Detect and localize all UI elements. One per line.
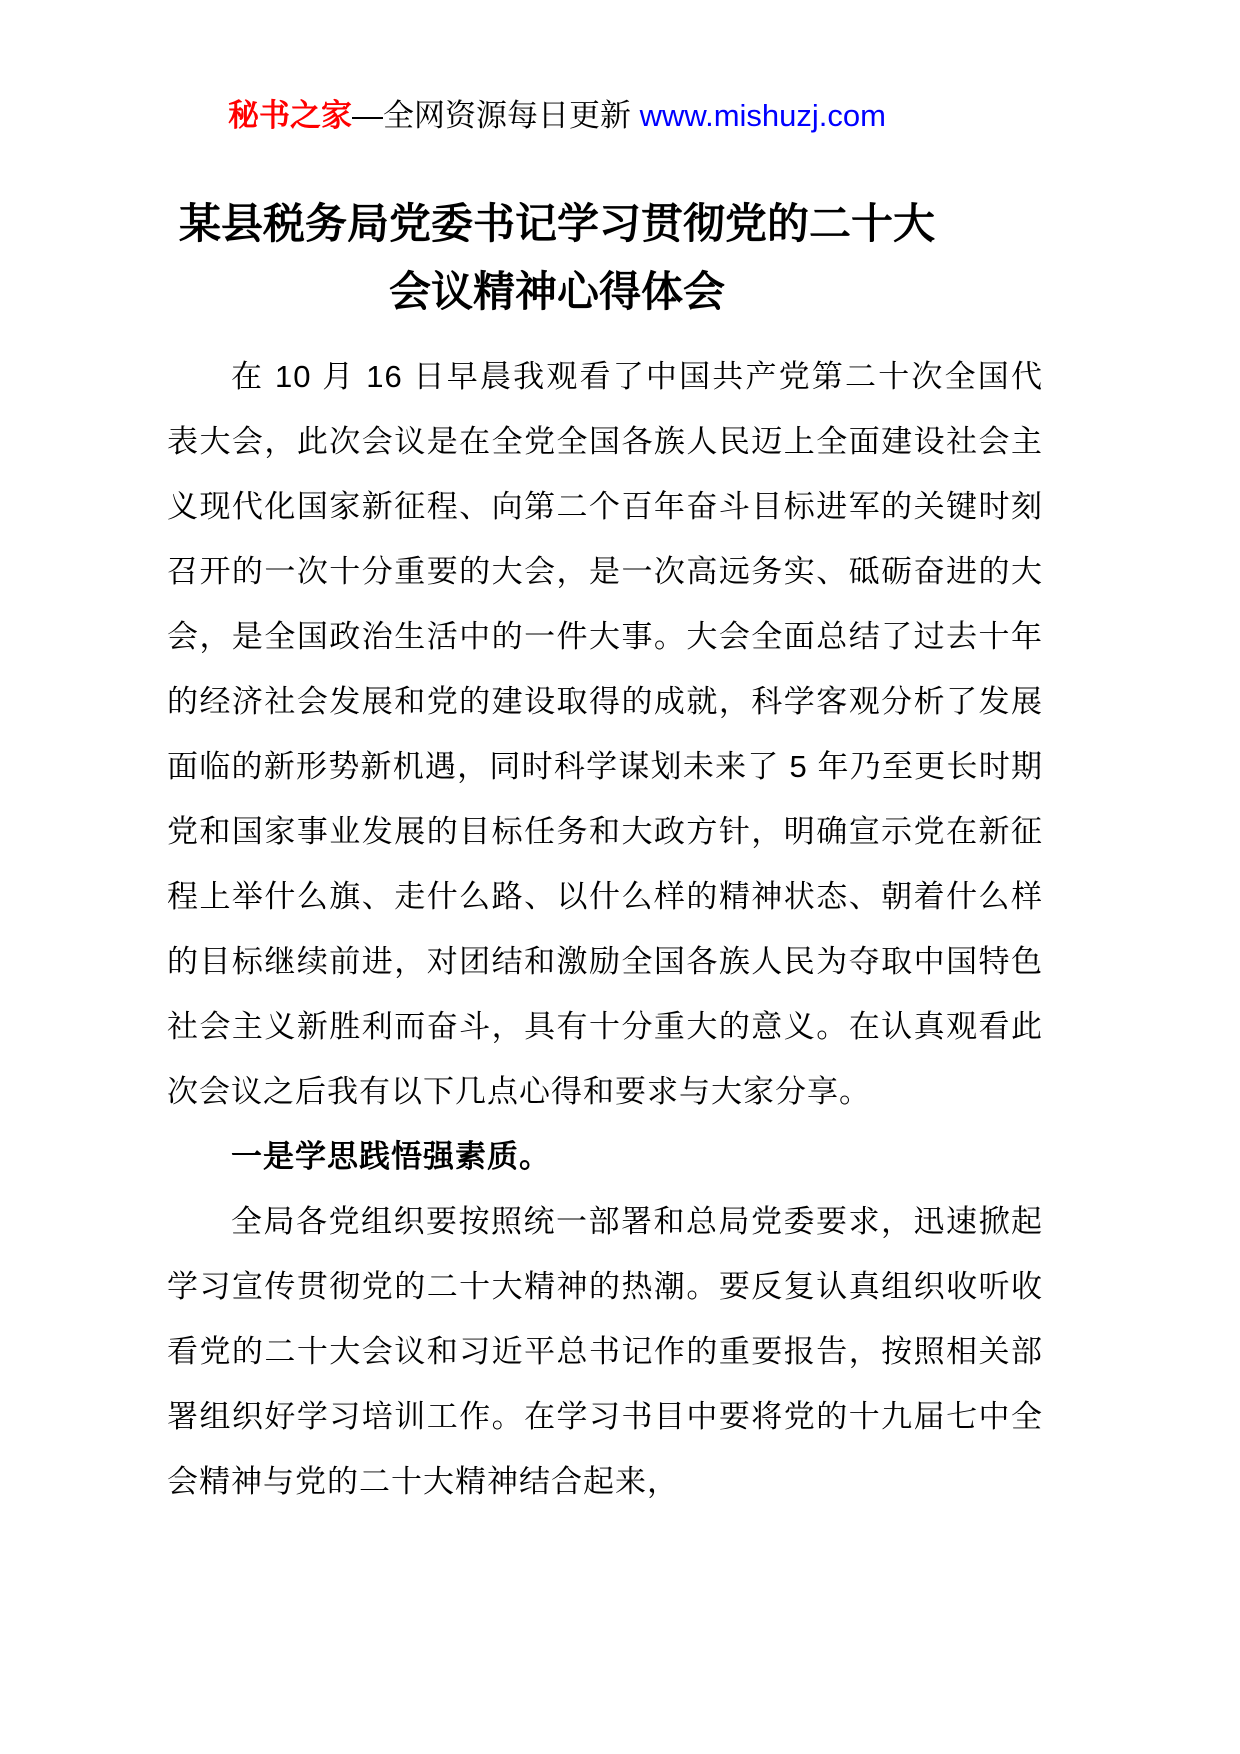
document-title-line1: 某县税务局党委书记学习贯彻党的二十大 [178, 200, 935, 247]
site-tagline: —全网资源每日更新 [352, 98, 640, 133]
site-url-link[interactable]: www.mishuzj.com [639, 98, 886, 133]
paragraph-intro: 在 10 月 16 日早晨我观看了中国共产党第二十次全国代表大会，此次会议是在全党全国各族人民迈上全面建设社会主义现代化国家新征程、向第二个百年奋斗目标进军的关键时刻召开的一次十分重要的大会，是一次高远务实、砥砺奋进的大会，是全国政治生活中的一件大事。大会全面总结了过去十年的经济社会发展和党的建设取得的成就，科学客观分析了发展面临的新形势新机遇，同时科学谋划未来了 5 年乃至更长时期党和国家事业发展的目标任务和大政方针，明确宣示党在新征程上举什么旗、走什么路、以什么样的精神状态、朝着什么样的目标继续前进，对团结和激励全国各族人民为夺取中国特色社会主义新胜利而奋斗，具有十分重大的意义。在认真观看此次会议之后我有以下几点心得和要求与大家分享。 [167, 359, 1043, 1109]
page-header [167, 96, 947, 136]
paragraph-section-one: 全局各党组织要按照统一部署和总局党委要求，迅速掀起学习宣传贯彻党的二十大精神的热潮。要反复认真组织收听收看党的二十大会议和习近平总书记作的重要报告，按照相关部署组织好学习培训工作。在学习书目中要将党的十九届七中全会精神与党的二十大精神结合起来， [167, 1204, 1043, 1499]
site-name: 秘书之家 [228, 98, 353, 133]
document-body [167, 344, 1043, 1514]
document-title-line2: 会议精神心得体会 [388, 268, 725, 315]
paragraph-subheading: 一是学思践悟强素质。 [231, 1139, 551, 1174]
document-title [167, 190, 947, 326]
